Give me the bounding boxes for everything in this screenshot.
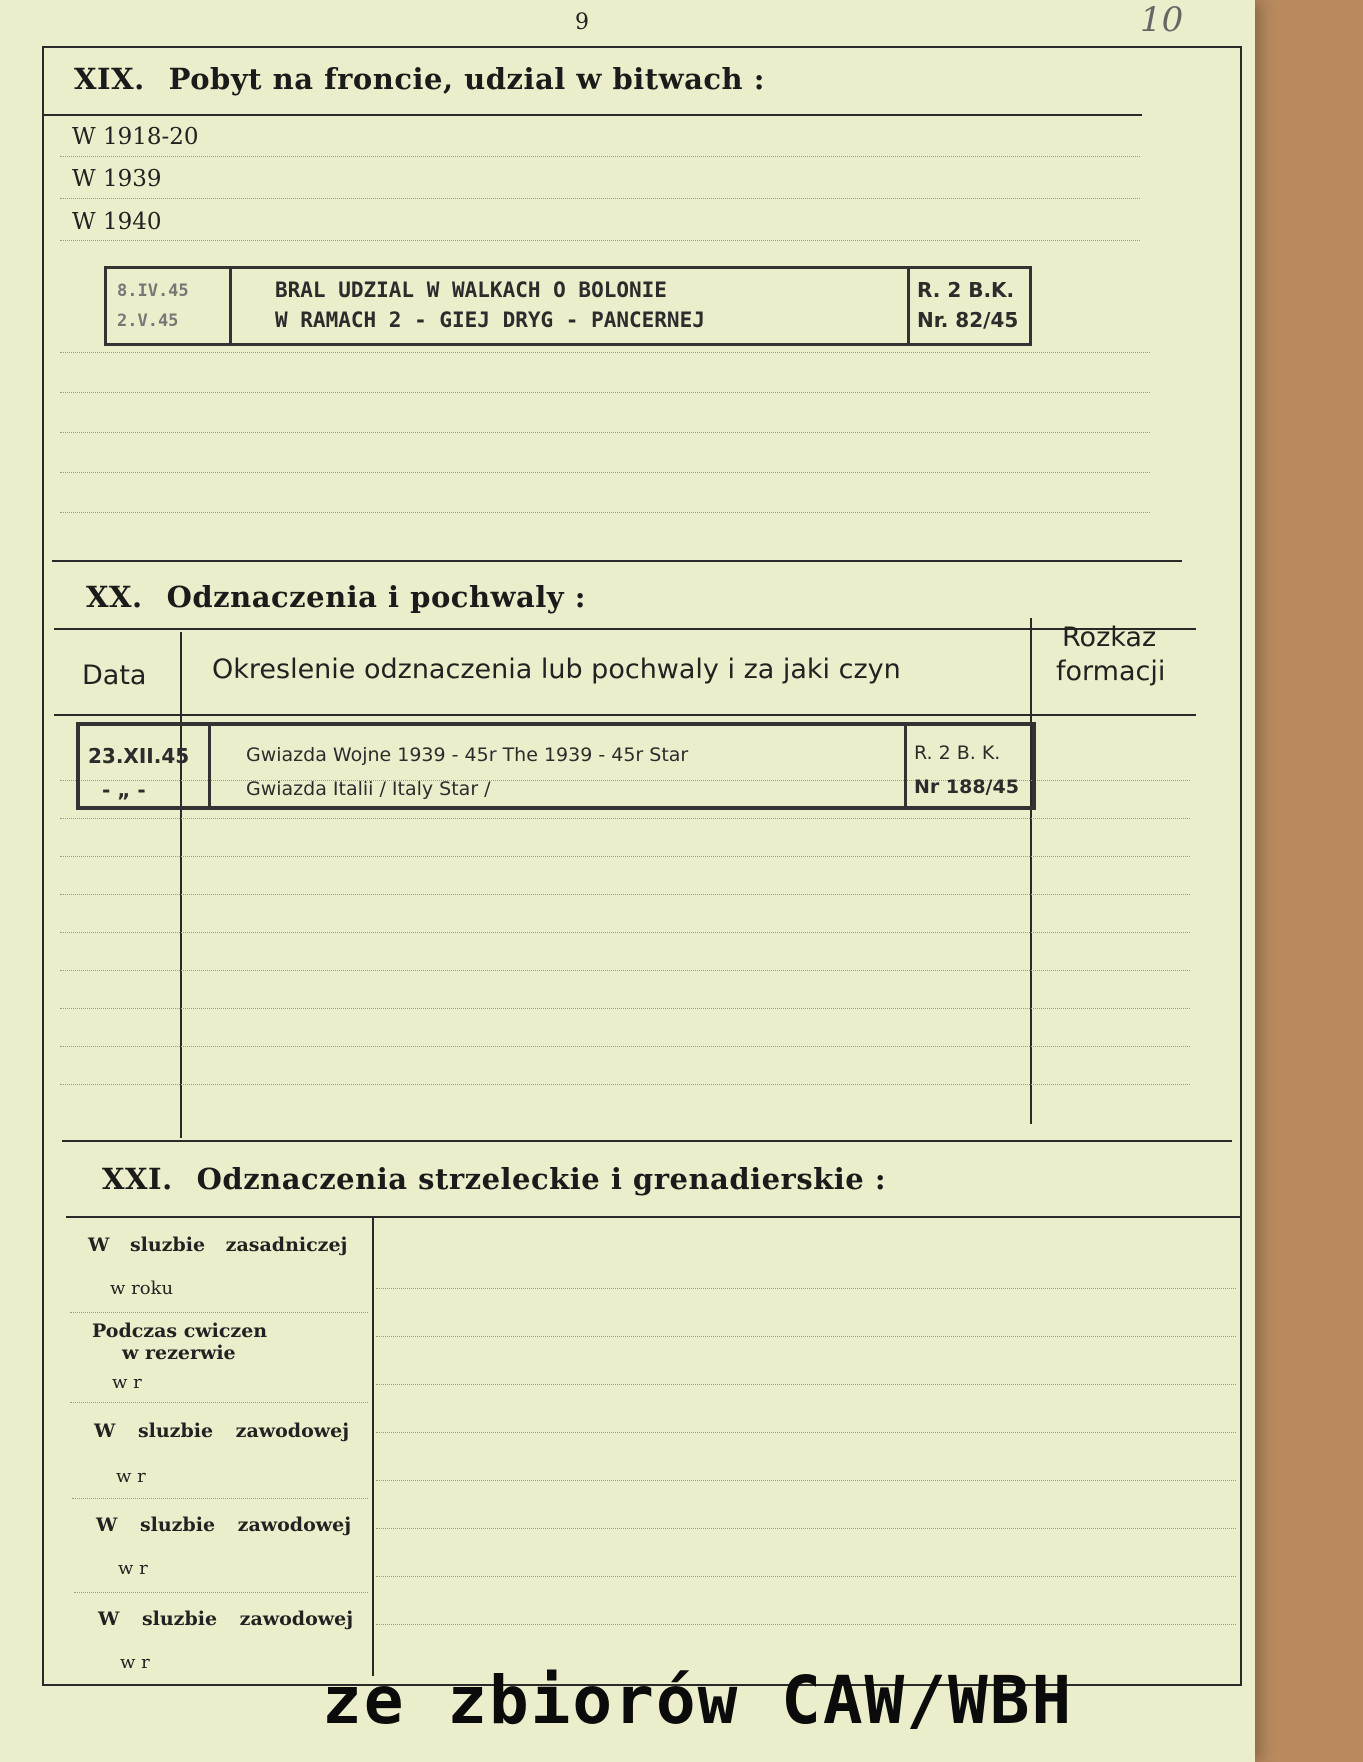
row-reserve-label: Podczas cwiczen bbox=[92, 1320, 268, 1342]
section-xix-title bbox=[74, 62, 765, 96]
stamp-award-line-2: Gwiazda Italii / Italy Star / bbox=[246, 778, 491, 800]
dotted-line bbox=[60, 240, 1140, 241]
dotted-line bbox=[60, 198, 1140, 199]
stamp-order-number: Nr. 82/45 bbox=[917, 308, 1019, 332]
row-career-service-1-year: w r bbox=[116, 1466, 146, 1487]
row-career-service-2-year: w r bbox=[118, 1558, 148, 1579]
dotted-line bbox=[60, 818, 1190, 819]
archive-watermark: ze zbiorów CAW/WBH bbox=[322, 1662, 1074, 1739]
stamp-separator bbox=[904, 726, 907, 806]
row-career-service-1-label: W sluzbie zawodowej bbox=[94, 1420, 350, 1442]
dotted-line bbox=[376, 1432, 1236, 1433]
year-1939: W 1939 bbox=[72, 166, 162, 192]
section-divider bbox=[62, 1140, 1232, 1142]
row-basic-service-label: W sluzbie zasadniczej bbox=[88, 1234, 348, 1256]
dotted-line bbox=[60, 932, 1190, 933]
column-description: Okreslenie odznaczenia lub pochwaly i za jaki czyn bbox=[212, 654, 901, 685]
stamp-separator bbox=[208, 726, 211, 806]
section-xx-numeral: XX. bbox=[86, 580, 143, 614]
section-xix-heading: Pobyt na froncie, udzial w bitwach : bbox=[168, 62, 765, 96]
dotted-line bbox=[60, 970, 1190, 971]
dotted-line bbox=[60, 1084, 1190, 1085]
dotted-line bbox=[60, 512, 1150, 513]
year-1918-20: W 1918-20 bbox=[72, 124, 199, 150]
stamp-award-line-1: Gwiazda Wojne 1939 - 45r The 1939 - 45r Star bbox=[246, 744, 689, 766]
row-separator bbox=[74, 1592, 368, 1593]
stamp-date-to: 2.V.45 bbox=[117, 311, 179, 331]
dotted-line bbox=[60, 392, 1150, 393]
dotted-line bbox=[376, 1576, 1236, 1577]
section-xix-rule bbox=[42, 114, 1142, 116]
dotted-line bbox=[376, 1288, 1236, 1289]
stamp-award-date-ditto: - „ - bbox=[102, 778, 146, 802]
label-column-separator bbox=[372, 1218, 374, 1676]
stamp-separator bbox=[229, 269, 232, 343]
dotted-line bbox=[60, 352, 1150, 353]
row-reserve-year: w r bbox=[112, 1372, 142, 1393]
dotted-line bbox=[60, 856, 1190, 857]
section-xx-title bbox=[86, 580, 586, 614]
section-xx-rule bbox=[54, 628, 1196, 630]
dotted-line bbox=[60, 1008, 1190, 1009]
decoration-stamp bbox=[76, 722, 1036, 810]
column-separator bbox=[1030, 618, 1032, 1124]
dotted-line bbox=[376, 1384, 1236, 1385]
pencil-page-mark: 10 bbox=[1140, 0, 1184, 40]
header-bottom-rule bbox=[54, 714, 1196, 716]
row-reserve-label-2: w rezerwie bbox=[122, 1342, 236, 1364]
section-xx-heading: Odznaczenia i pochwaly : bbox=[166, 580, 586, 614]
row-separator bbox=[72, 1498, 368, 1499]
column-separator bbox=[180, 632, 182, 1138]
row-career-service-3-year: w r bbox=[120, 1652, 150, 1673]
stamp-date-from: 8.IV.45 bbox=[117, 281, 189, 301]
row-separator bbox=[70, 1402, 368, 1403]
section-xxi-title bbox=[102, 1162, 886, 1196]
row-separator bbox=[70, 1312, 368, 1313]
dotted-line bbox=[376, 1624, 1236, 1625]
stamp-award-order-number: Nr 188/45 bbox=[914, 776, 1019, 798]
dotted-line bbox=[376, 1480, 1236, 1481]
section-xix-numeral: XIX. bbox=[74, 62, 145, 96]
stamp-line-2: W RAMACH 2 - GIEJ DRYG - PANCERNEJ bbox=[275, 308, 705, 332]
column-order-line-2: formacji bbox=[1056, 656, 1166, 687]
stamp-award-date: 23.XII.45 bbox=[88, 744, 190, 768]
dotted-line bbox=[60, 432, 1150, 433]
column-date: Data bbox=[82, 660, 147, 691]
section-xxi-heading: Odznaczenia strzeleckie i grenadierskie : bbox=[196, 1162, 887, 1196]
stamp-separator bbox=[907, 269, 910, 343]
section-divider bbox=[52, 560, 1182, 562]
section-xxi-rule bbox=[66, 1216, 1242, 1218]
row-career-service-2-label: W sluzbie zawodowej bbox=[96, 1514, 352, 1536]
page-number: 9 bbox=[575, 10, 589, 35]
dotted-line bbox=[376, 1336, 1236, 1337]
stamp-order-ref: R. 2 B.K. bbox=[917, 278, 1015, 302]
year-1940: W 1940 bbox=[72, 209, 162, 235]
stamp-line-1: BRAL UDZIAL W WALKACH O BOLONIE bbox=[275, 278, 667, 302]
section-xxi-numeral: XXI. bbox=[102, 1162, 173, 1196]
dotted-line bbox=[60, 894, 1190, 895]
battle-stamp bbox=[104, 266, 1032, 346]
column-order-line-1: Rozkaz bbox=[1062, 622, 1157, 653]
row-basic-service-year: w roku bbox=[110, 1278, 174, 1299]
dotted-line bbox=[376, 1528, 1236, 1529]
dotted-line bbox=[60, 472, 1150, 473]
stamp-award-order-ref: R. 2 B. K. bbox=[914, 742, 1001, 764]
dotted-line bbox=[60, 1046, 1190, 1047]
row-career-service-3-label: W sluzbie zawodowej bbox=[98, 1608, 354, 1630]
dotted-line bbox=[60, 156, 1140, 157]
